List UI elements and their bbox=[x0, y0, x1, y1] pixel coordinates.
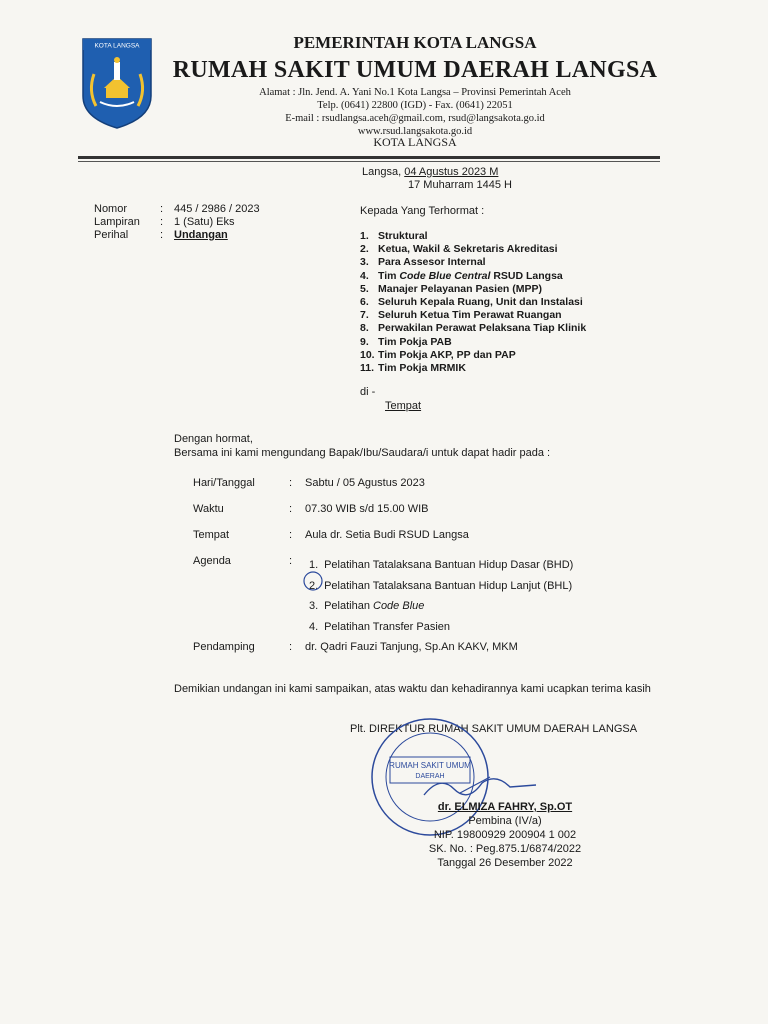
recipient-item: 3. Para Assesor Internal bbox=[360, 256, 486, 269]
date-hijri: 17 Muharram 1445 H bbox=[408, 179, 512, 191]
lampiran-colon: : bbox=[160, 216, 164, 228]
hari-colon: : bbox=[289, 477, 293, 489]
recipient-item: 2. Ketua, Wakil & Sekretaris Akreditasi bbox=[360, 243, 558, 256]
signatory-name: dr. ELMIZA FAHRY, Sp.OT bbox=[437, 801, 573, 813]
perihal-value: Undangan bbox=[174, 229, 228, 241]
greeting: Dengan hormat, bbox=[174, 433, 253, 445]
signatory-rank: Pembina (IV/a) bbox=[468, 815, 542, 827]
nomor-label: Nomor bbox=[94, 203, 128, 215]
recipients-list bbox=[360, 230, 586, 375]
city-line: KOTA LANGSA bbox=[373, 135, 457, 149]
agenda-item: 3. Pelatihan Code Blue bbox=[309, 600, 425, 612]
kota-langsa-logo bbox=[80, 36, 154, 130]
phone-line: Telp. (0641) 22800 (IGD) - Fax. (0641) 22051 bbox=[317, 100, 513, 111]
perihal-label: Perihal bbox=[94, 229, 129, 241]
agenda-colon: : bbox=[289, 555, 293, 567]
signatory-sk: SK. No. : Peg.875.1/6874/2022 bbox=[428, 843, 582, 855]
signatory-title: Plt. DIREKTUR RUMAH SAKIT UMUM DAERAH LANGSA bbox=[350, 723, 638, 735]
di-label: di - bbox=[360, 386, 376, 398]
recipient-item: 4. Tim Code Blue Central RSUD Langsa bbox=[360, 269, 563, 282]
recipient-item: 11. Tim Pokja MRMIK bbox=[360, 362, 466, 375]
pen-circle-mark bbox=[302, 570, 324, 592]
handwritten-signature bbox=[420, 765, 540, 805]
recipient-item: 9. Tim Pokja PAB bbox=[360, 335, 452, 348]
recipient-item: 7. Seluruh Ketua Tim Perawat Ruangan bbox=[360, 309, 562, 322]
tempat-colon: : bbox=[289, 529, 293, 541]
agenda-label: Agenda bbox=[193, 555, 231, 567]
nomor-colon: : bbox=[160, 203, 164, 215]
hari-value: Sabtu / 05 Agustus 2023 bbox=[305, 477, 425, 489]
tempat-value: Aula dr. Setia Budi RSUD Langsa bbox=[305, 529, 469, 541]
address-line: Alamat : Jln. Jend. A. Yani No.1 Kota Langsa – Provinsi Pemerintah Aceh bbox=[259, 87, 571, 98]
nomor-value: 445 / 2986 / 2023 bbox=[174, 203, 260, 215]
gov-name: PEMERINTAH KOTA LANGSA bbox=[293, 33, 537, 52]
hari-label: Hari/Tanggal bbox=[193, 477, 255, 489]
perihal-colon: : bbox=[160, 229, 164, 241]
header-rule-thin bbox=[78, 161, 660, 162]
stamp-text: RUMAH SAKIT UMUM bbox=[389, 761, 471, 770]
date-masehi: 04 Agustus 2023 M bbox=[404, 166, 499, 178]
signatory-nip: NIP. 19800929 200904 1 002 bbox=[433, 829, 577, 841]
lampiran-value: 1 (Satu) Eks bbox=[174, 216, 235, 228]
waktu-value: 07.30 WIB s/d 15.00 WIB bbox=[305, 503, 429, 515]
website-line: www.rsud.langsakota.go.id bbox=[357, 126, 473, 137]
lampiran-label: Lampiran bbox=[94, 216, 140, 228]
intro: Bersama ini kami mengundang Bapak/Ibu/Saudara/i untuk dapat hadir pada : bbox=[174, 447, 551, 459]
closing: Demikian undangan ini kami sampaikan, atas waktu dan kehadirannya kami ucapkan terima kasih bbox=[174, 683, 651, 695]
recipient-item: 5. Manajer Pelayanan Pasien (MPP) bbox=[360, 282, 542, 295]
email-line: E-mail : rsudlangsa.aceh@gmail.com, rsud@langsakota.go.id bbox=[285, 113, 545, 124]
agenda-item: 2. Pelatihan Tatalaksana Bantuan Hidup Lanjut (BHL) bbox=[309, 579, 573, 592]
signatory-sk-date: Tanggal 26 Desember 2022 bbox=[437, 857, 573, 869]
agenda-list bbox=[309, 555, 573, 637]
waktu-colon: : bbox=[289, 503, 293, 515]
letter-date bbox=[362, 166, 498, 178]
date-place: Langsa, bbox=[362, 166, 402, 178]
waktu-label: Waktu bbox=[193, 503, 224, 515]
pendamping-value: dr. Qadri Fauzi Tanjung, Sp.An KAKV, MKM bbox=[305, 641, 518, 653]
agenda-item: 1. Pelatihan Tatalaksana Bantuan Hidup Dasar (BHD) bbox=[309, 559, 574, 571]
tempat-row-label: Tempat bbox=[193, 529, 230, 541]
tempat-label: Tempat bbox=[385, 400, 422, 412]
recipient-item: 1. Struktural bbox=[360, 230, 428, 242]
hospital-name: RUMAH SAKIT UMUM DAERAH LANGSA bbox=[172, 57, 658, 83]
pendamping-colon: : bbox=[289, 641, 293, 653]
recipient-item: 6. Seluruh Kepala Ruang, Unit dan Instalasi bbox=[360, 296, 583, 309]
recipient-item: 10. Tim Pokja AKP, PP dan PAP bbox=[360, 348, 516, 361]
agenda-item: 4. Pelatihan Transfer Pasien bbox=[309, 620, 451, 633]
stamp-text-2: DAERAH bbox=[415, 773, 445, 780]
logo-text: KOTA LANGSA bbox=[94, 42, 140, 50]
header-rule-thick bbox=[78, 156, 660, 159]
pendamping-label: Pendamping bbox=[193, 641, 255, 653]
recipients-heading: Kepada Yang Terhormat : bbox=[360, 205, 485, 217]
recipient-item: 8. Perwakilan Perawat Pelaksana Tiap Klinik bbox=[360, 322, 587, 335]
